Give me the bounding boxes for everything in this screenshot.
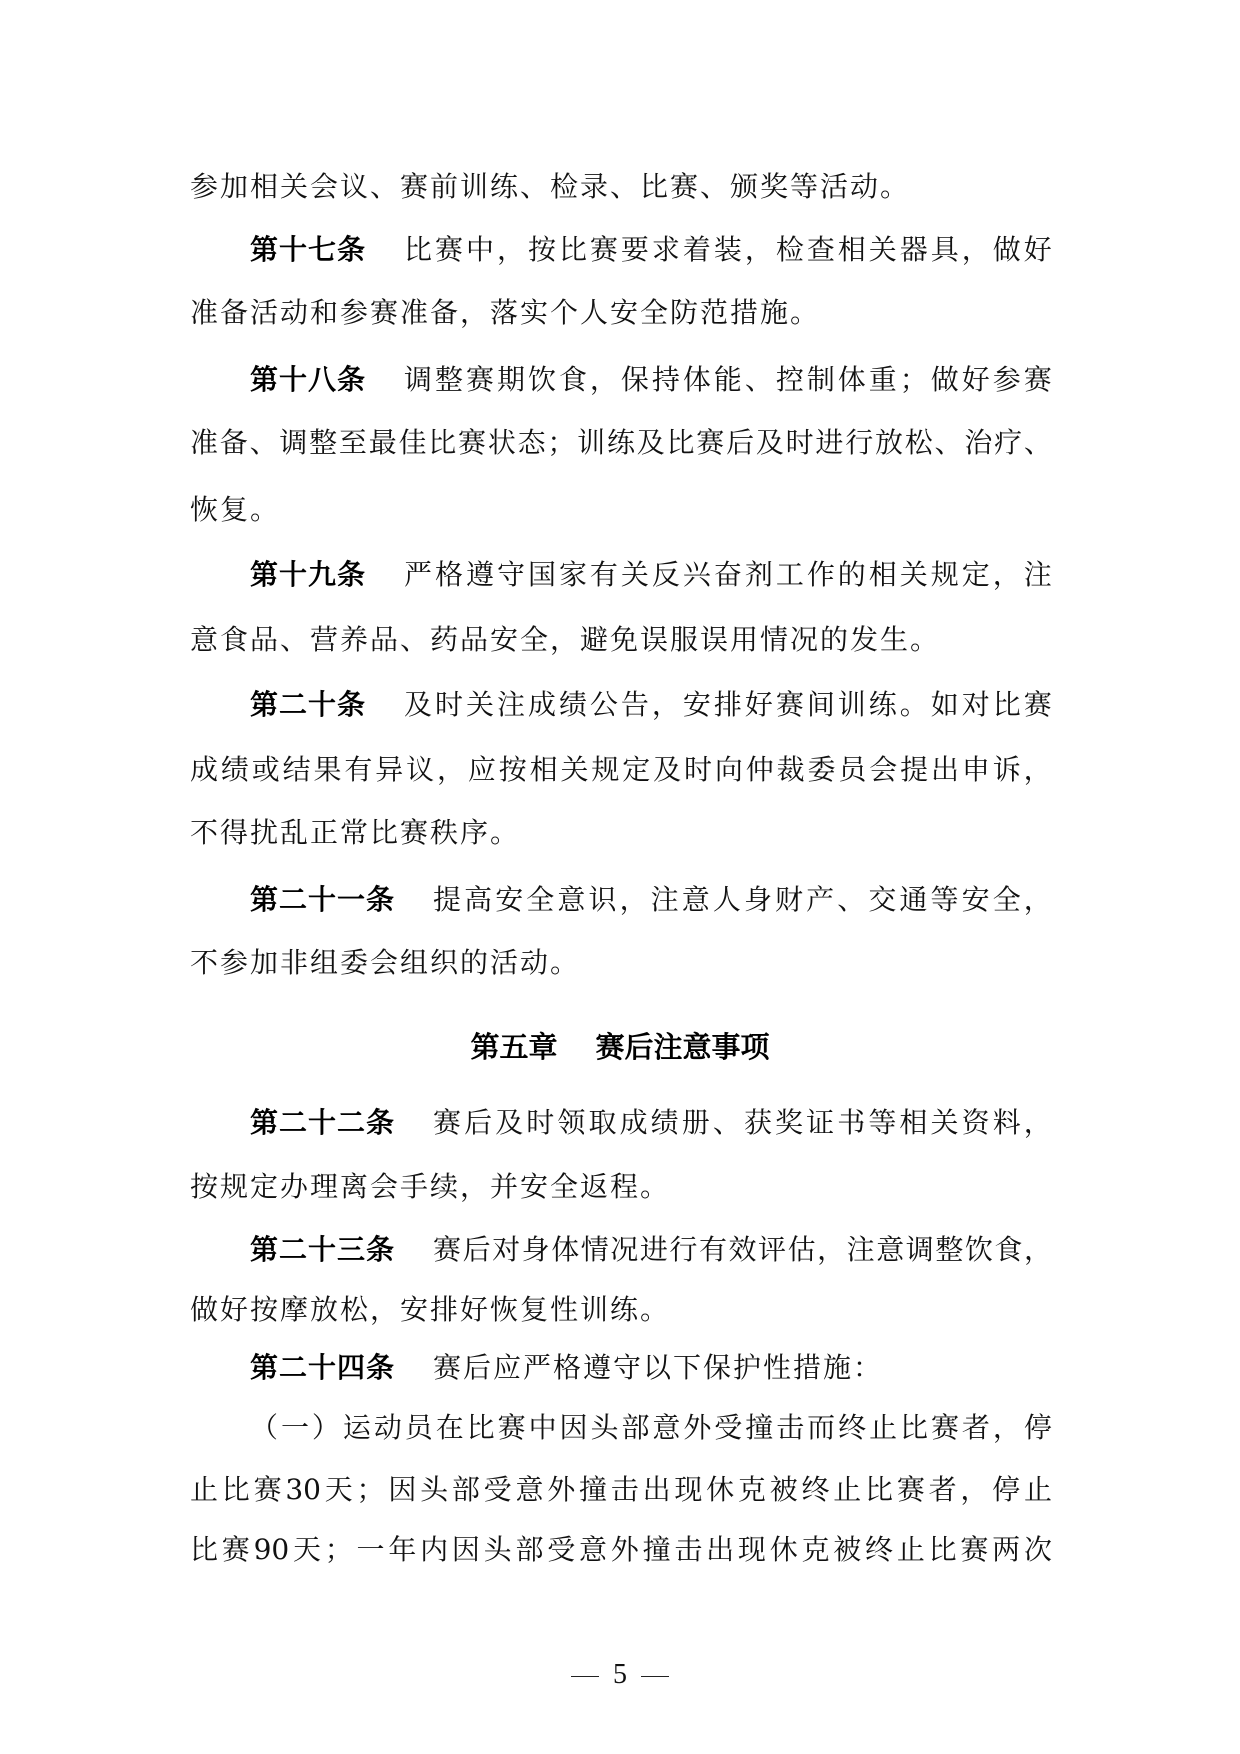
article-number: 第二十四条 (250, 1351, 396, 1384)
page-footer (0, 1655, 1240, 1695)
line-text: 调 整 赛 期 饮 食 ， 保 持 体 能 、 控 制 体 重 ； 做 好 参 赛 (404, 363, 1052, 396)
line-text: 意食品、营养品、药品安全，避免误服误用情况的发生。 (190, 623, 941, 656)
line-text: 比 赛 中 ， 按 比 赛 要 求 着 装 ， 检 查 相 关 器 具 ， 做 好 (404, 233, 1052, 266)
article-line (250, 1230, 1052, 1270)
article-line (250, 1348, 1052, 1388)
list-item-line (250, 1408, 1052, 1448)
line-text: 比 赛 90 天 ； 一 年 内 因 头 部 受 意 外 撞 击 出 现 休 克 被 终 止 比 赛 两 次 (190, 1533, 1052, 1566)
body-line (190, 167, 1052, 207)
dash-left (571, 1676, 599, 1678)
chapter-number: 第五章 (470, 1030, 558, 1064)
line-text: 止 比 赛 30 天 ； 因 头 部 受 意 外 撞 击 出 现 休 克 被 终 止 比 赛 者 ， 停 止 (190, 1473, 1052, 1506)
body-line (190, 1167, 1052, 1207)
article-line (250, 685, 1052, 725)
body-line (190, 943, 1052, 983)
article-number: 第十八条 (250, 363, 367, 396)
line-text: 按规定办理离会手续，并安全返程。 (190, 1170, 671, 1203)
page-number: 5 (613, 1659, 627, 1690)
line-text: 赛 后 对 身 体 情 况 进 行 有 效 评 估 ， 注 意 调 整 饮 食 ， (433, 1233, 1052, 1266)
body-line (190, 1470, 1052, 1510)
line-text: 准 备 、 调 整 至 最 佳 比 赛 状 态 ； 训 练 及 比 赛 后 及 时 进 行 放 松 、 治 疗 、 (190, 426, 1052, 459)
body-line (190, 813, 1052, 853)
line-text: 成 绩 或 结 果 有 异 议 ， 应 按 相 关 规 定 及 时 向 仲 裁 委 员 会 提 出 申 诉 ， (190, 753, 1052, 786)
body-line (190, 620, 1052, 660)
line-text: 做好按摩放松，安排好恢复性训练。 (190, 1293, 671, 1326)
article-line (250, 880, 1052, 920)
article-number: 第二十条 (250, 688, 367, 721)
chapter-heading (0, 1027, 1240, 1067)
line-text: 不参加非组委会组织的活动。 (190, 946, 581, 979)
article-line (250, 360, 1052, 400)
line-text: 赛 后 及 时 领 取 成 绩 册 、 获 奖 证 书 等 相 关 资 料 ， (433, 1106, 1052, 1139)
line-text: 提 高 安 全 意 识 ， 注 意 人 身 财 产 、 交 通 等 安 全 ， (433, 883, 1052, 916)
chapter-title: 赛后注意事项 (595, 1030, 770, 1064)
article-number: 第十七条 (250, 233, 367, 266)
dash-right (641, 1676, 669, 1678)
line-text: 赛后应严格遵守以下保护性措施： (433, 1351, 884, 1384)
article-number: 第二十一条 (250, 883, 396, 916)
line-text: 参加相关会议、赛前训练、检录、比赛、颁奖等活动。 (190, 170, 911, 203)
body-line (190, 750, 1052, 790)
line-text: 严 格 遵 守 国 家 有 关 反 兴 奋 剂 工 作 的 相 关 规 定 ， 注 (404, 558, 1052, 591)
line-text: 及 时 关 注 成 绩 公 告 ， 安 排 好 赛 间 训 练 。 如 对 比 赛 (404, 688, 1052, 721)
body-line (190, 423, 1052, 463)
article-line (250, 1103, 1052, 1143)
article-number: 第二十三条 (250, 1233, 396, 1266)
line-text: 恢复。 (190, 493, 281, 526)
body-line (190, 490, 1052, 530)
body-line (190, 1290, 1052, 1330)
body-line (190, 293, 1052, 333)
article-number: 第十九条 (250, 558, 367, 591)
article-line (250, 555, 1052, 595)
line-text: 不得扰乱正常比赛秩序。 (190, 816, 521, 849)
article-line (250, 230, 1052, 270)
line-text: （ 一 ） 运 动 员 在 比 赛 中 因 头 部 意 外 受 撞 击 而 终 止 比 赛 者 ， 停 (250, 1411, 1052, 1444)
line-text: 准备活动和参赛准备，落实个人安全防范措施。 (190, 296, 821, 329)
body-line (190, 1530, 1052, 1570)
article-number: 第二十二条 (250, 1106, 396, 1139)
